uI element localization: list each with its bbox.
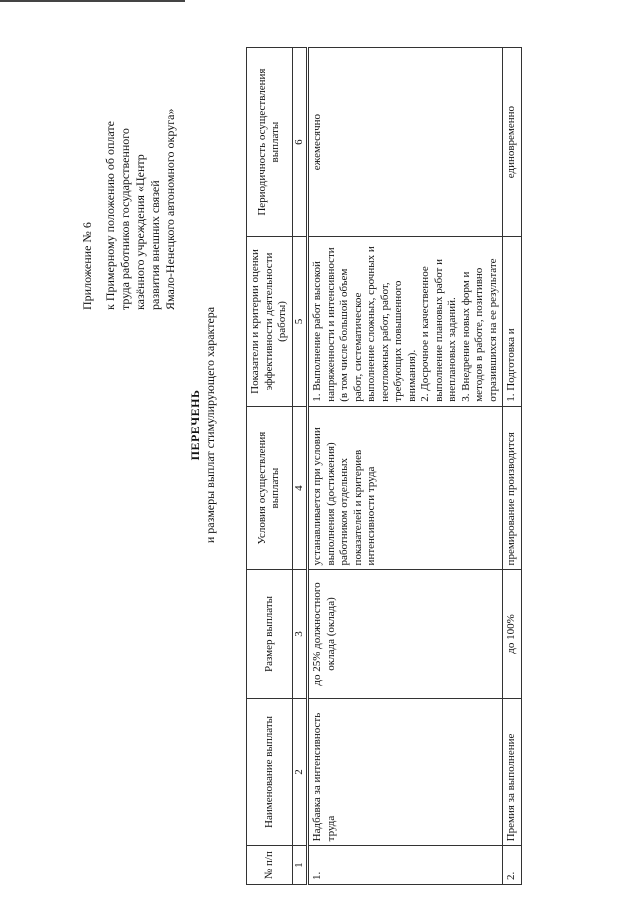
column-number: 3 bbox=[292, 570, 308, 698]
appendix-block bbox=[80, 10, 178, 310]
row-number: 2. bbox=[503, 846, 522, 885]
payment-size: до 25% должностного оклада (оклада) bbox=[308, 570, 503, 698]
payment-criteria bbox=[308, 237, 503, 407]
criterion-item: 3. Внедрение новых форм и методов в работе, позитивно отразившихся на ее результате bbox=[459, 258, 499, 402]
header-cell-conditions: Условия осуществления выплаты bbox=[247, 406, 293, 570]
column-number-row bbox=[292, 48, 308, 885]
appendix-line: труда работников государственного bbox=[118, 128, 132, 310]
payment-conditions: устанавливается при условии выполнения (достижения) работником отдельных показателей и критериев интенсивности труда bbox=[308, 406, 503, 570]
document-heading bbox=[188, 185, 218, 665]
column-number: 4 bbox=[292, 406, 308, 570]
payment-conditions: премирование производится bbox=[503, 406, 522, 570]
appendix-line: Ямало-Ненецкого автономного округа» bbox=[163, 108, 177, 310]
criterion-item: 2. Досрочное и качественное выполнение плановых работ и внеплановых заданий. bbox=[419, 259, 458, 402]
document-subtitle: и размеры выплат стимулирующего характера bbox=[203, 306, 217, 544]
table-row bbox=[308, 48, 503, 885]
column-number: 1 bbox=[292, 846, 308, 885]
document-title: ПЕРЕЧЕНЬ bbox=[188, 389, 202, 461]
header-cell-size: Размер выплаты bbox=[247, 570, 293, 698]
row-number: 1. bbox=[308, 846, 503, 885]
table-row bbox=[503, 48, 522, 885]
payment-criteria bbox=[503, 237, 522, 407]
criterion-item: 1. Выполнение работ высокой напряженности и интенсивности (в том числе большой объем работ, систематическое выполнение сложных, срочных и неотложных работ, работ, требующих повышенного внимания). bbox=[311, 246, 418, 402]
header-cell-number: № п/п bbox=[247, 846, 293, 885]
header-cell-criteria: Показатели и критерии оценки эффективности деятельности (работы) bbox=[247, 237, 293, 407]
column-number: 5 bbox=[292, 237, 308, 407]
header-cell-name: Наименование выплаты bbox=[247, 698, 293, 846]
payment-size: до 100% bbox=[503, 570, 522, 698]
payment-period: единовременно bbox=[503, 48, 522, 237]
payments-table bbox=[246, 47, 522, 885]
payment-name: Надбавка за интенсивность труда bbox=[308, 698, 503, 846]
column-number: 6 bbox=[292, 48, 308, 237]
appendix-line: к Примерному положению об оплате bbox=[103, 121, 117, 310]
appendix-line: развития внешних связей bbox=[148, 180, 162, 310]
appendix-title: Приложение № 6 bbox=[80, 222, 94, 310]
column-number: 2 bbox=[292, 698, 308, 846]
appendix-line: казённого учреждения «Центр bbox=[133, 154, 147, 310]
criterion-item: 1. Подготовка и bbox=[505, 328, 517, 402]
table-header-row bbox=[247, 48, 293, 885]
header-cell-period: Периодичность осуществления выплаты bbox=[247, 48, 293, 237]
payment-period: ежемесячно bbox=[308, 48, 503, 237]
payment-name: Премия за выполнение bbox=[503, 698, 522, 846]
